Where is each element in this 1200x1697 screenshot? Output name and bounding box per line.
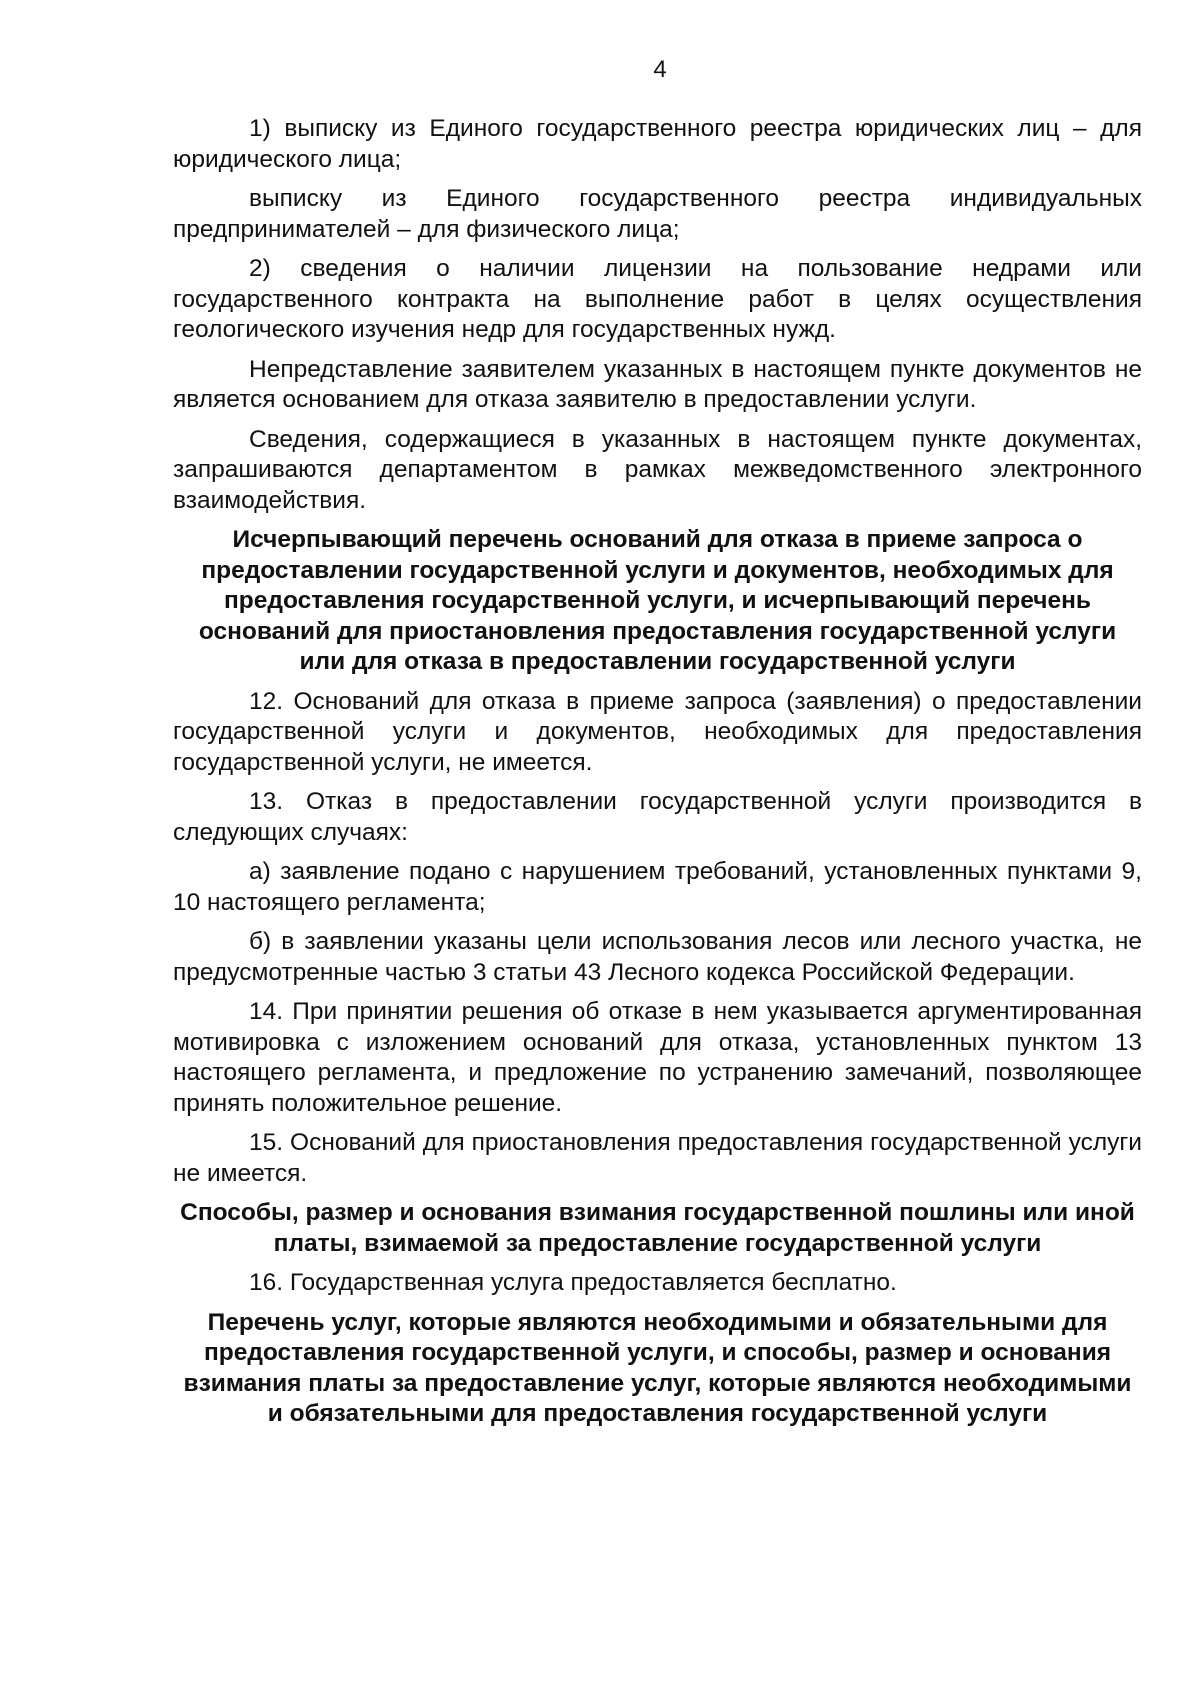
section-heading-refusal-grounds: Исчерпывающий перечень оснований для отказа в приеме запроса о предоставлении государственной услуги и документов, необходимых для предоставления государственной услуги, и исчерпывающий перечень оснований для приостановления предоставления государственной услуги или для отказа в предоставлении государственной услуги	[198, 526, 1117, 675]
page-number: 4	[653, 56, 667, 83]
paragraph-12: 12. Оснований для отказа в приеме запроса (заявления) о предоставлении государственной услуги и документов, необходимых для предоставления государственной услуги, не имеется.	[173, 687, 1142, 776]
paragraph-extract-entrepreneurs: выписку из Единого государственного реестра индивидуальных предпринимателей – для физического лица;	[173, 185, 1142, 243]
paragraph-extract-legal-entities: 1) выписку из Единого государственного реестра юридических лиц – для юридического лица;	[173, 115, 1142, 173]
paragraph-15: 15. Оснований для приостановления предоставления государственной услуги не имеется.	[173, 1129, 1142, 1187]
section-heading-fees: Способы, размер и основания взимания государственной пошлины или иной платы, взимаемой за предоставление государственной услуги	[180, 1199, 1135, 1257]
paragraph-subsoil-license: 2) сведения о наличии лицензии на пользование недрами или государственного контракта на выполнение работ в целях осуществления геологического изучения недр для государственных нужд.	[173, 255, 1142, 343]
paragraph-non-submission: Непредставление заявителем указанных в настоящем пункте документов не является основанием для отказа заявителю в предоставлении услуги.	[173, 355, 1142, 413]
paragraph-13-b: б) в заявлении указаны цели использования лесов или лесного участка, не предусмотренные частью 3 статьи 43 Лесного кодекса Российской Федерации.	[173, 928, 1142, 986]
paragraph-interagency-request: Сведения, содержащиеся в указанных в настоящем пункте документах, запрашиваются департаментом в рамках межведомственного электронного взаимодействия.	[173, 425, 1142, 514]
section-heading-required-services: Перечень услуг, которые являются необходимыми и обязательными для предоставления государственной услуги, и способы, размер и основания взимания платы за предоставление услуг, которые являются необходимыми и обязательными для предоставления государственной услуги	[183, 1308, 1132, 1427]
paragraph-13: 13. Отказ в предоставлении государственной услуги производится в следующих случаях:	[173, 788, 1142, 846]
paragraph-14: 14. При принятии решения об отказе в нем указывается аргументированная мотивировка с изложением оснований для отказа, установленных пунктом 13 настоящего регламента, и предложение по устранению замечаний, позволяющее принять положительное решение.	[173, 998, 1142, 1117]
paragraph-13-a: а) заявление подано с нарушением требований, установленных пунктами 9, 10 настоящего регламента;	[173, 858, 1142, 916]
document-body	[173, 114, 1142, 1439]
paragraph-16: 16. Государственная услуга предоставляется бесплатно.	[249, 1269, 897, 1296]
